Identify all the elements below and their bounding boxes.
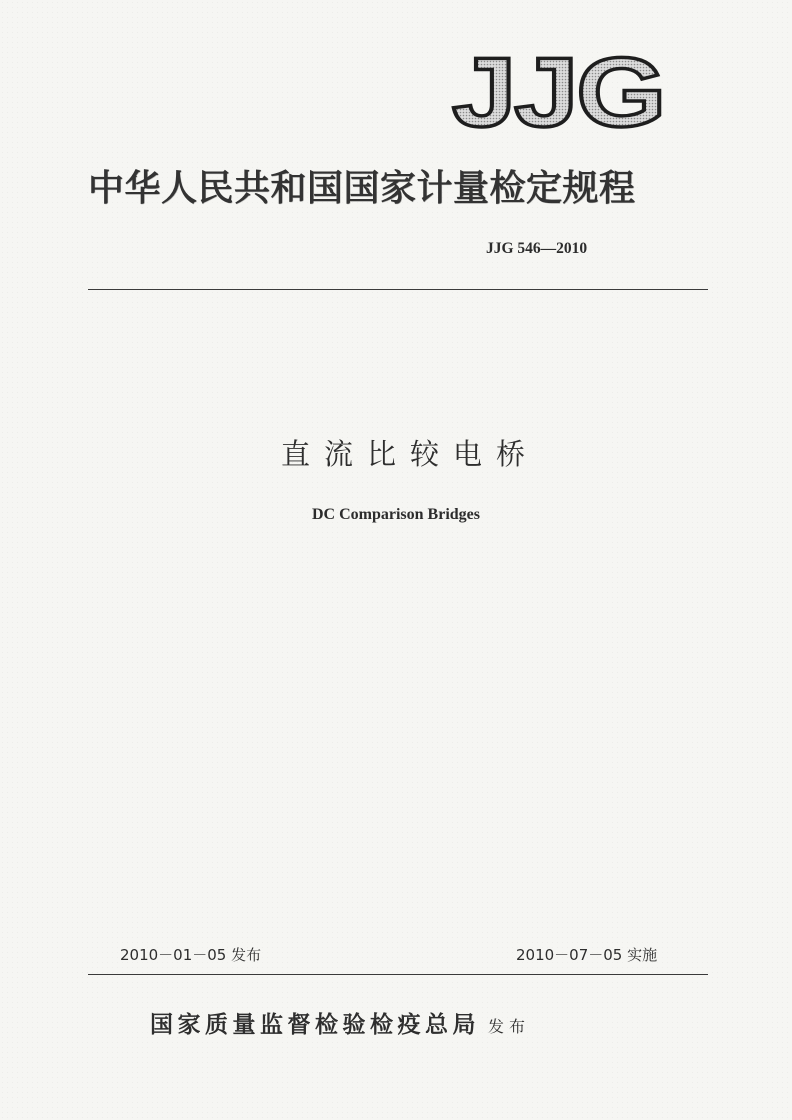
jjg-logo [450,48,666,132]
implementation-date: 2010－07－05 实施 [516,946,658,964]
publisher-suffix: 发布 [488,1017,531,1036]
standard-number: JJG 546—2010 [486,240,588,257]
document-title-en: DC Comparison Bridges [311,506,480,523]
document-title-zh: 直流比较电桥 [280,437,539,471]
issue-date: 2010－01－05 发布 [120,946,262,964]
publisher-name: 国家质量监督检验检疫总局 [150,1011,480,1038]
bottom-divider [88,974,708,975]
publisher [150,1006,530,1039]
organization-title: 中华人民共和国国家计量检定规程 [88,167,636,209]
logo-text: JJG [452,48,664,132]
top-divider [88,289,708,290]
